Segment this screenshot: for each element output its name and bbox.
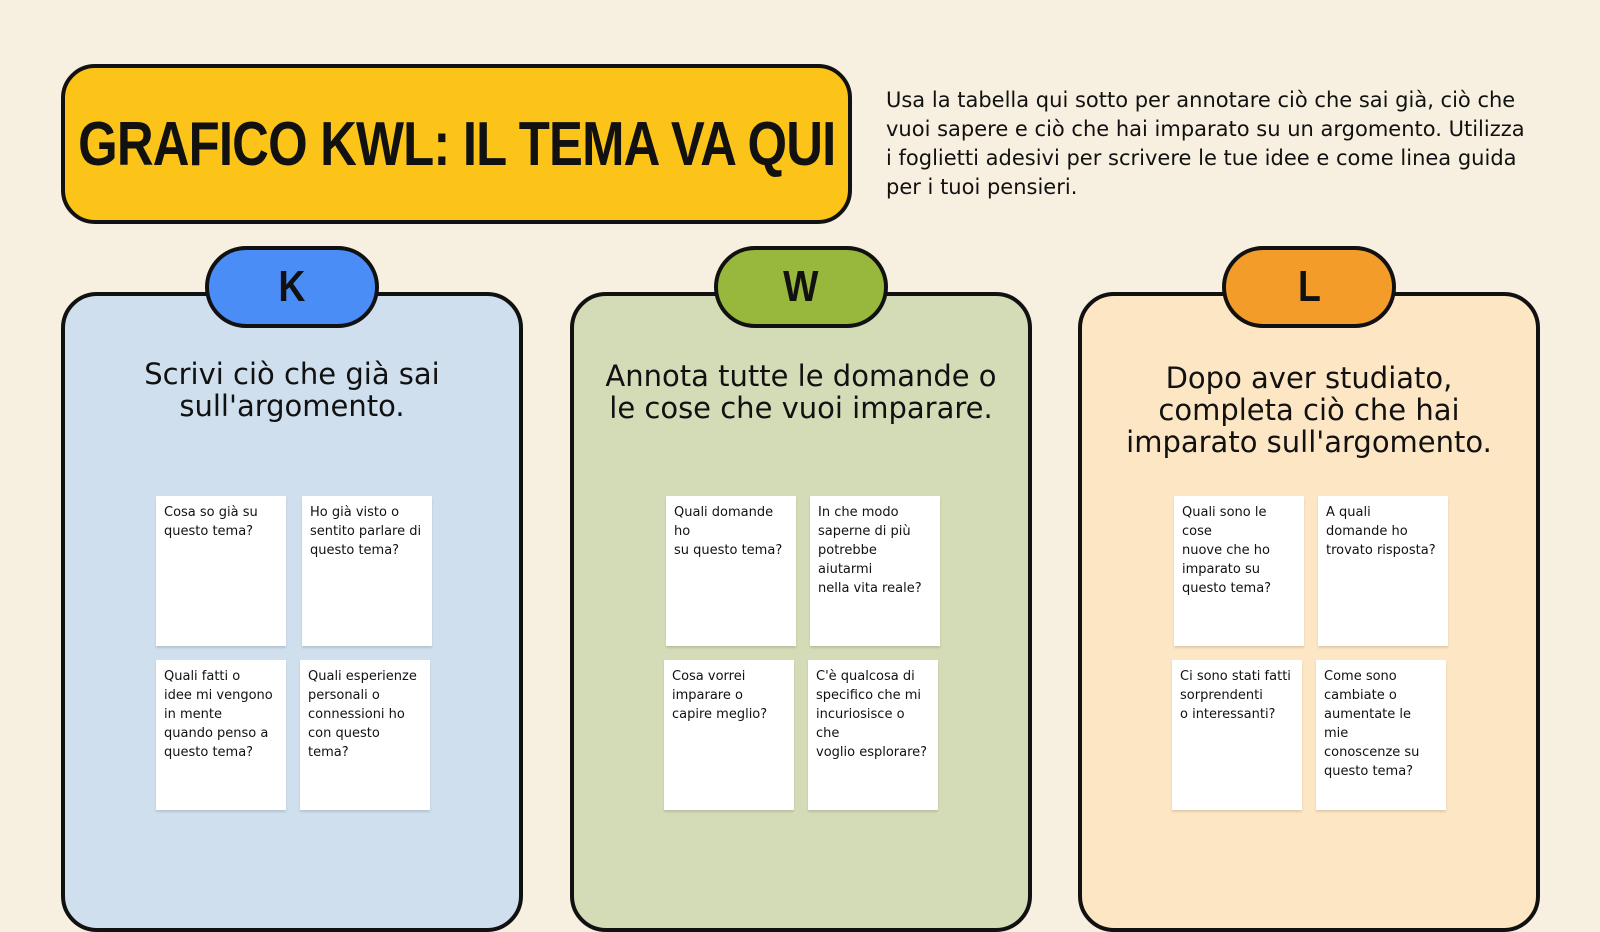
sticky-note[interactable]: C'è qualcosa di specifico che mi incuriosisce o che voglio esplorare? [808, 660, 938, 810]
sticky-note[interactable]: A quali domande ho trovato risposta? [1318, 496, 1448, 646]
column-w-prompt: Annota tutte le domande o le cose che vuoi imparare. [605, 359, 997, 425]
column-w-header [714, 246, 888, 328]
sticky-note[interactable]: Ho già visto o sentito parlare di questo tema? [302, 496, 432, 646]
column-k-letter: K [278, 262, 306, 311]
sticky-note[interactable]: Quali sono le cose nuove che ho imparato su questo tema? [1174, 496, 1304, 646]
column-k-prompt: Scrivi ciò che già sai sull'argomento. [144, 357, 440, 423]
column-k-header [205, 246, 379, 328]
sticky-note[interactable]: In che modo saperne di più potrebbe aiutarmi nella vita reale? [810, 496, 940, 646]
sticky-note[interactable]: Quali fatti o idee mi vengono in mente quando penso a questo tema? [156, 660, 286, 810]
page-title: GRAFICO KWL: IL TEMA VA QUI [77, 109, 836, 179]
column-l-header [1222, 246, 1396, 328]
title-banner [61, 64, 852, 224]
sticky-note[interactable]: Quali esperienze personali o connessioni ho con questo tema? [300, 660, 430, 810]
column-l-prompt: Dopo aver studiato, completa ciò che hai imparato sull'argomento. [1126, 361, 1492, 459]
column-w-card [570, 292, 1032, 932]
sticky-note[interactable]: Cosa so già su questo tema? [156, 496, 286, 646]
sticky-note[interactable]: Ci sono stati fatti sorprendenti o interessanti? [1172, 660, 1302, 810]
column-l-letter: L [1297, 262, 1321, 311]
sticky-note[interactable]: Come sono cambiate o aumentate le mie conoscenze su questo tema? [1316, 660, 1446, 810]
column-k-card [61, 292, 523, 932]
sticky-note[interactable]: Cosa vorrei imparare o capire meglio? [664, 660, 794, 810]
sticky-note[interactable]: Quali domande ho su questo tema? [666, 496, 796, 646]
intro-text: Usa la tabella qui sotto per annotare ciò che sai già, ciò che vuoi sapere e ciò che hai imparato su un argomento. Utilizza i foglietti adesivi per scrivere le tue idee e come linea guida per i tuoi pensieri. [886, 88, 1525, 199]
column-l-card [1078, 292, 1540, 932]
column-w-letter: W [783, 262, 819, 311]
